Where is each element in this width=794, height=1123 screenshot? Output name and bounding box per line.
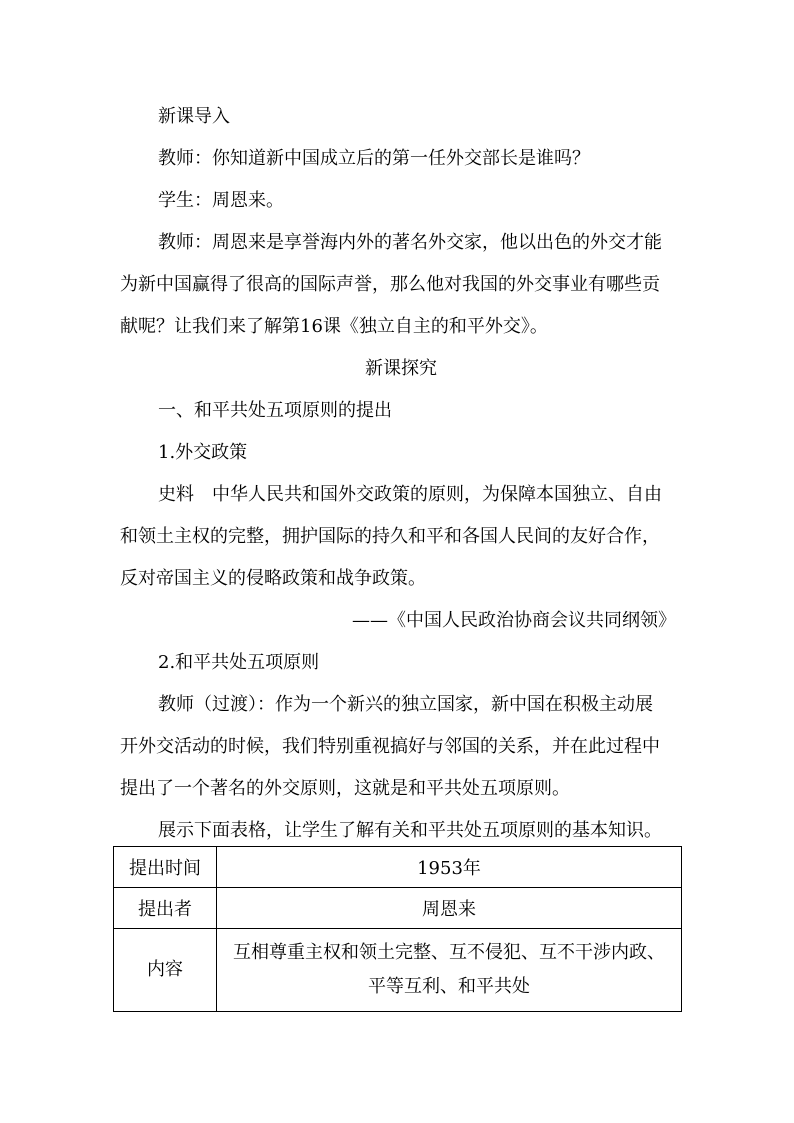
table-row — [114, 847, 682, 888]
transition-line-3: 提出了一个著名的外交原则，这就是和平共处五项原则。 — [120, 778, 570, 799]
table-label-cell: 提出者 — [114, 888, 217, 929]
table-intro: 展示下面表格，让学生了解有关和平共处五项原则的基本知识。 — [158, 820, 662, 841]
source-text-1: 中华人民共和国外交政策的原则，为保障本国独立、自由 — [212, 484, 662, 505]
table-value-cell: 周恩来 — [217, 888, 682, 929]
transition-line-1: 教师（过渡）：作为一个新兴的独立国家，新中国在积极主动展 — [158, 694, 653, 715]
intro-heading: 新课导入 — [158, 106, 230, 127]
table-label-cell: 内容 — [114, 929, 217, 1012]
content-line-2: 平等互利、和平共处 — [368, 976, 530, 997]
teacher-intro-line-2: 为新中国赢得了很高的国际声誉，那么他对我国的外交事业有哪些贡 — [120, 274, 660, 295]
source-line-2: 和领土主权的完整，拥护国际的持久和平和各国人民间的友好合作， — [120, 526, 660, 547]
student-answer: 学生：周恩来。 — [158, 190, 284, 211]
content-line-1: 互相尊重主权和领土完整、互不侵犯、互不干涉内政、 — [233, 942, 665, 963]
teacher-question: 教师：你知道新中国成立后的第一任外交部长是谁吗？ — [158, 148, 590, 169]
source-line-3: 反对帝国主义的侵略政策和战争政策。 — [120, 568, 426, 589]
principles-table — [113, 846, 682, 1012]
teacher-intro-line-1: 教师：周恩来是享誉海内外的著名外交家，他以出色的外交才能 — [158, 232, 662, 253]
teacher-intro-line-3: 献呢？让我们来了解第16课《独立自主的和平外交》。 — [120, 316, 548, 337]
transition-line-2: 开外交活动的时候，我们特别重视搞好与邻国的关系，并在此过程中 — [120, 736, 660, 757]
subsection-2-heading: 2.和平共处五项原则 — [158, 652, 320, 673]
explore-heading: 新课探究 — [365, 358, 437, 379]
source-label: 史料 — [158, 484, 194, 505]
table-value-cell — [217, 929, 682, 1012]
section-1-heading: 一、和平共处五项原则的提出 — [158, 400, 392, 421]
table-label-cell: 提出时间 — [114, 847, 217, 888]
table-value-cell: 1953年 — [217, 847, 682, 888]
source-line-1 — [158, 482, 662, 508]
source-citation: ——《中国人民政治协商会议共同纲领》 — [352, 610, 676, 631]
table-row — [114, 888, 682, 929]
subsection-1-heading: 1.外交政策 — [158, 442, 248, 463]
table-row — [114, 929, 682, 1012]
